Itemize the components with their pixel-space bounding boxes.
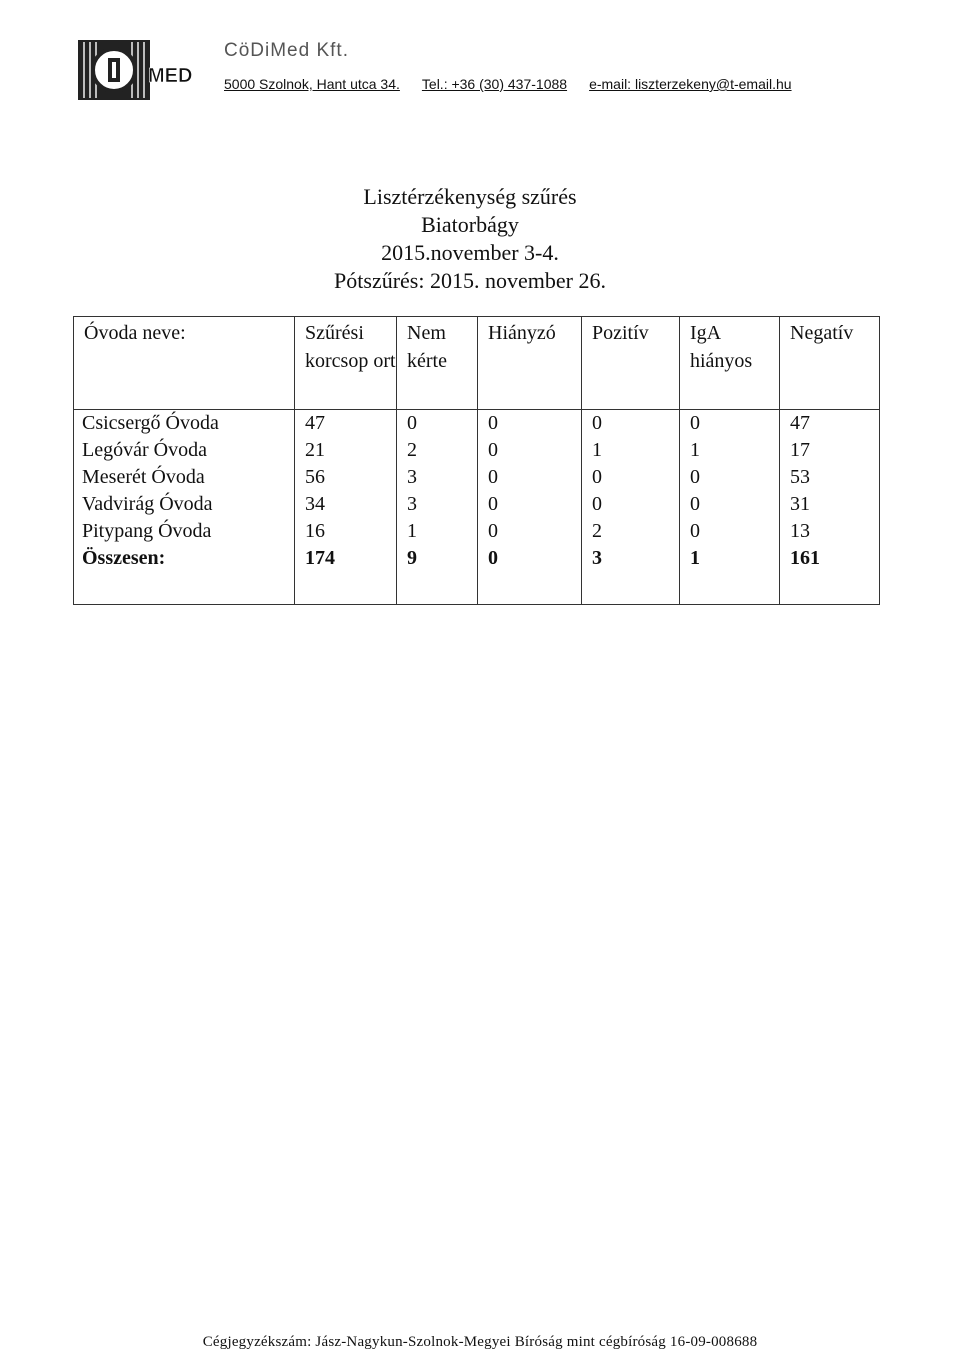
total-negative: 161 [780, 545, 880, 605]
cell-name: Meserét Óvoda [74, 464, 295, 491]
total-positive: 3 [582, 545, 680, 605]
cell-iga: 0 [680, 410, 780, 438]
cell-declined: 1 [397, 518, 478, 545]
table-total-row [74, 545, 880, 605]
table-row [74, 464, 880, 491]
cell-negative: 13 [780, 518, 880, 545]
cell-name: Csicsergő Óvoda [74, 410, 295, 438]
company-logo [78, 38, 204, 102]
total-screened: 174 [295, 545, 397, 605]
cell-screened: 56 [295, 464, 397, 491]
cell-screened: 47 [295, 410, 397, 438]
cell-screened: 21 [295, 437, 397, 464]
header-iga-deficient: IgA hiányos [680, 317, 780, 410]
cell-negative: 47 [780, 410, 880, 438]
header-negative: Negatív [780, 317, 880, 410]
logo-wordmark: MED [148, 65, 193, 87]
cell-positive: 1 [582, 437, 680, 464]
header-screened: Szűrési korcsop ort [295, 317, 397, 410]
table-row [74, 491, 880, 518]
company-registration-footer: Cégjegyzékszám: Jász-Nagykun-Szolnok-Megyei Bíróság mint cégbíróság 16-09-008688 [202, 1334, 758, 1350]
table-header-row [74, 317, 880, 410]
cell-declined: 2 [397, 437, 478, 464]
table-row [74, 518, 880, 545]
cell-iga: 1 [680, 437, 780, 464]
cell-iga: 0 [680, 464, 780, 491]
company-name: CöDiMed Kft. [224, 40, 349, 61]
header-missing: Hiányzó [478, 317, 582, 410]
company-address: 5000 Szolnok, Hant utca 34. [224, 76, 400, 92]
header-kindergarten-name: Óvoda neve: [74, 317, 295, 410]
cell-missing: 0 [478, 491, 582, 518]
table-row [74, 437, 880, 464]
company-phone: Tel.: +36 (30) 437-1088 [421, 76, 568, 92]
cell-declined: 3 [397, 491, 478, 518]
cell-positive: 0 [582, 491, 680, 518]
header-positive: Pozitív [582, 317, 680, 410]
cell-positive: 2 [582, 518, 680, 545]
cell-negative: 17 [780, 437, 880, 464]
cell-name: Legóvár Óvoda [74, 437, 295, 464]
document-title-block [280, 183, 660, 295]
followup-date: Pótszűrés: 2015. november 26. [334, 268, 606, 293]
cell-iga: 0 [680, 518, 780, 545]
cell-missing: 0 [478, 437, 582, 464]
cell-name: Pitypang Óvoda [74, 518, 295, 545]
cell-declined: 0 [397, 410, 478, 438]
cell-positive: 0 [582, 410, 680, 438]
total-missing: 0 [478, 545, 582, 605]
cell-positive: 0 [582, 464, 680, 491]
cell-screened: 34 [295, 491, 397, 518]
cell-negative: 31 [780, 491, 880, 518]
cell-name: Vadvirág Óvoda [74, 491, 295, 518]
cell-missing: 0 [478, 518, 582, 545]
company-email[interactable]: e-mail: liszterzekeny@t-email.hu [589, 76, 792, 92]
total-declined: 9 [397, 545, 478, 605]
document-title: Lisztérzékenység szűrés [363, 184, 577, 209]
screening-date: 2015.november 3-4. [381, 240, 559, 265]
location-title: Biatorbágy [421, 212, 519, 237]
total-iga: 1 [680, 545, 780, 605]
cell-missing: 0 [478, 410, 582, 438]
header-declined: Nem kérte [397, 317, 478, 410]
table-row [74, 410, 880, 438]
screening-results-table [73, 316, 880, 605]
cell-negative: 53 [780, 464, 880, 491]
cell-screened: 16 [295, 518, 397, 545]
contact-line [224, 76, 792, 92]
cell-missing: 0 [478, 464, 582, 491]
cell-declined: 3 [397, 464, 478, 491]
total-label: Összesen: [74, 545, 295, 605]
cell-iga: 0 [680, 491, 780, 518]
